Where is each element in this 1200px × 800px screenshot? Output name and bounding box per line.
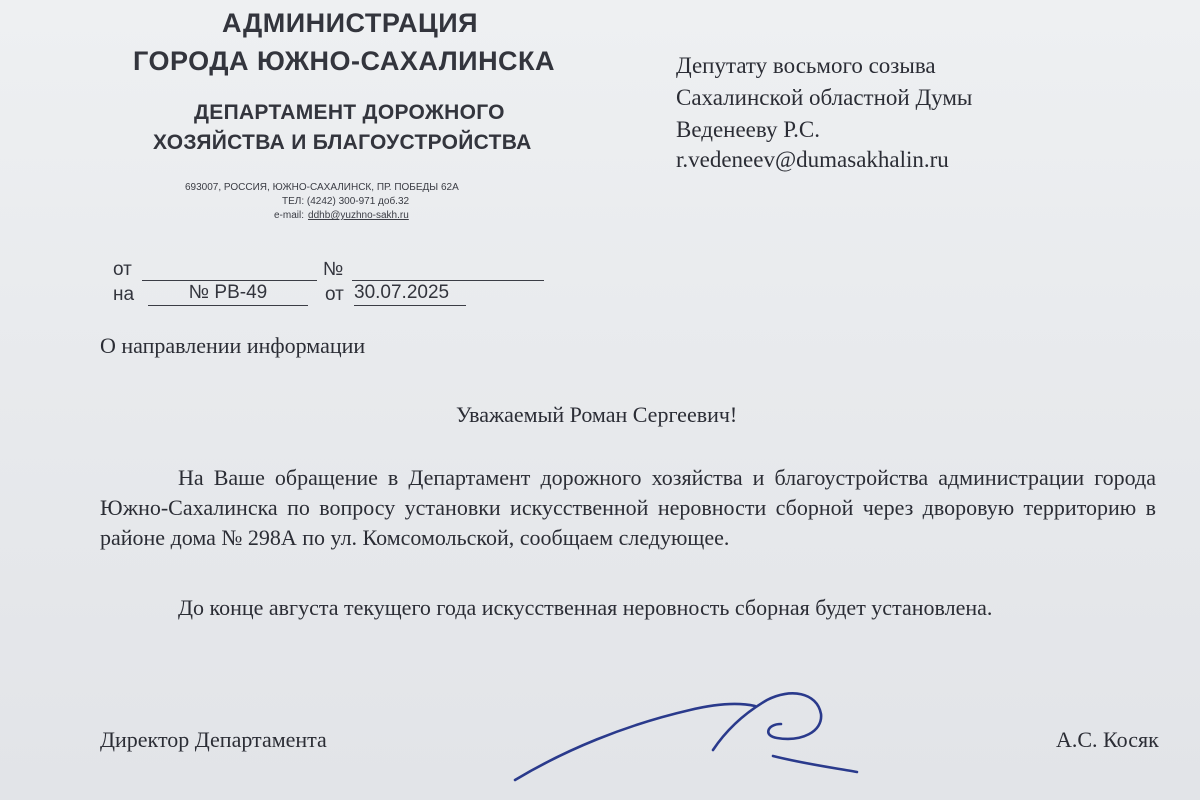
recipient-name: Веденееву Р.С. [676, 117, 820, 142]
department-line2: ХОЗЯЙСТВА И БЛАГОУСТРОЙСТВА [153, 131, 532, 154]
org-name-line2: ГОРОДА ЮЖНО-САХАЛИНСКА [133, 46, 556, 76]
handwritten-signature [505, 680, 865, 790]
reg-on-number: № РВ-49 [188, 282, 268, 303]
sender-address: 693007, РОССИЯ, ЮЖНО-САХАЛИНСК, ПР. ПОБЕДЫ 62А [185, 182, 459, 193]
recipient-line1: Депутату восьмого созыва [676, 53, 936, 78]
recipient-line2: Сахалинской областной Думы [676, 85, 973, 110]
letter-greeting: Уважаемый Роман Сергеевич! [456, 402, 738, 427]
letter-subject: О направлении информации [100, 333, 366, 358]
reg-on-label: на [113, 284, 135, 305]
sender-email-label: e-mail: [274, 210, 305, 221]
org-name-line1: АДМИНИСТРАЦИЯ [222, 8, 479, 38]
body-paragraph-1: На Ваше обращение в Департамент дорожного хозяйства и благоустройства администрации города Южно-Сахалинска по вопросу установки искусственной неровности сборной через дворовую территорию в районе дома № 298А по ул. Комсомольской, сообщаем следующее. [100, 465, 1156, 550]
department-line1: ДЕПАРТАМЕНТ ДОРОЖНОГО [194, 101, 505, 124]
sender-email: ddhb@yuzhno-sakh.ru [308, 210, 409, 221]
reg-from-date-line [142, 263, 317, 281]
sender-email-row [274, 210, 409, 221]
signatory-title: Директор Департамента [100, 727, 327, 752]
signatory-name: А.С. Косяк [1056, 727, 1159, 752]
reg-from-label: от [113, 259, 132, 280]
recipient-email: r.vedeneev@dumasakhalin.ru [676, 147, 949, 172]
reg-number-line [352, 263, 544, 281]
reg-on-date-label: от [325, 284, 344, 305]
reg-number-label: № [323, 259, 344, 280]
body-paragraph-2: До конце августа текущего года искусственная неровность сборная будет установлена. [178, 595, 993, 620]
sender-phone: ТЕЛ: (4242) 300-971 доб.32 [282, 196, 410, 207]
reg-on-date: 30.07.2025 [354, 282, 450, 303]
